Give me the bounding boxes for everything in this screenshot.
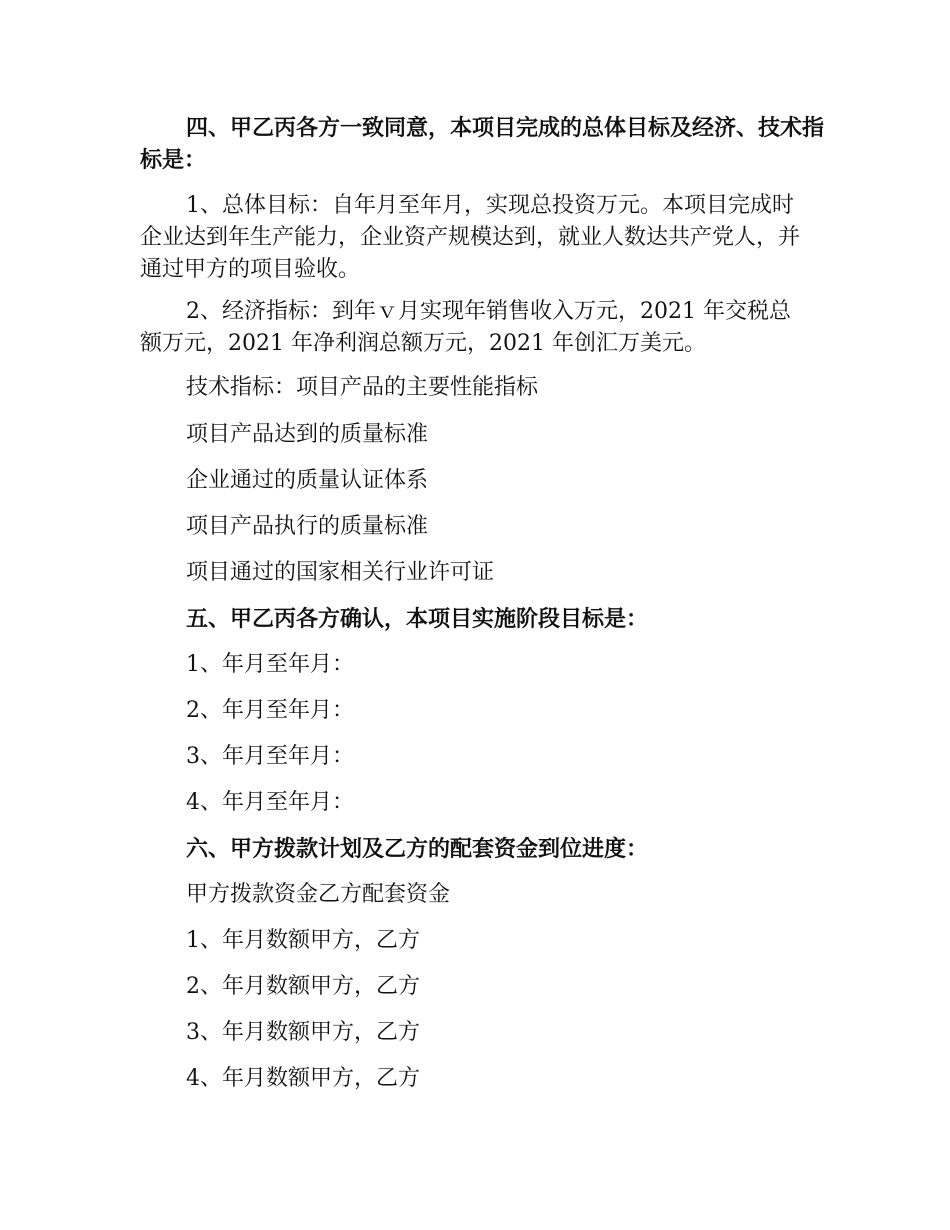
tech-indicator-line-4: 项目产品执行的质量标准 <box>186 514 429 539</box>
funding-row-1: 1、年月数额甲方，乙方 <box>186 928 420 953</box>
funding-row-3: 3、年月数额甲方，乙方 <box>186 1020 420 1045</box>
tech-indicator-line-3: 企业通过的质量认证体系 <box>186 468 429 493</box>
tech-indicator-line-1: 技术指标：项目产品的主要性能指标 <box>186 375 539 400</box>
section-6-heading: 六、甲方拨款计划及乙方的配套资金到位进度： <box>186 836 649 862</box>
funding-row-4: 4、年月数额甲方，乙方 <box>186 1066 420 1091</box>
tech-indicator-line-5: 项目通过的国家相关行业许可证 <box>186 560 495 585</box>
funding-row-2: 2、年月数额甲方，乙方 <box>186 974 420 999</box>
stage-line-1: 1、年月至年月： <box>186 652 354 677</box>
stage-line-2: 2、年月至年月： <box>186 698 354 723</box>
section-4-heading: 四、甲乙丙各方一致同意，本项目完成的总体目标及经济、技术指标是： <box>140 115 825 173</box>
stage-line-3: 3、年月至年月： <box>186 744 354 769</box>
section-4-item-2: 2、经济指标：到年ｖ月实现年销售收入万元，2021 年交税总额万元，2021 年净利润总额万元，2021 年创汇万美元。 <box>140 299 791 356</box>
section-4-item-1: 1、总体目标：自年月至年月，实现总投资万元。本项目完成时企业达到年生产能力，企业资产规模达到，就业人数达共产党人，并通过甲方的项目验收。 <box>140 193 801 282</box>
funding-subheading: 甲方拨款资金乙方配套资金 <box>186 882 451 907</box>
section-5-heading: 五、甲乙丙各方确认，本项目实施阶段目标是： <box>186 606 649 632</box>
stage-line-4: 4、年月至年月： <box>186 790 354 815</box>
tech-indicator-line-2: 项目产品达到的质量标准 <box>186 422 429 447</box>
